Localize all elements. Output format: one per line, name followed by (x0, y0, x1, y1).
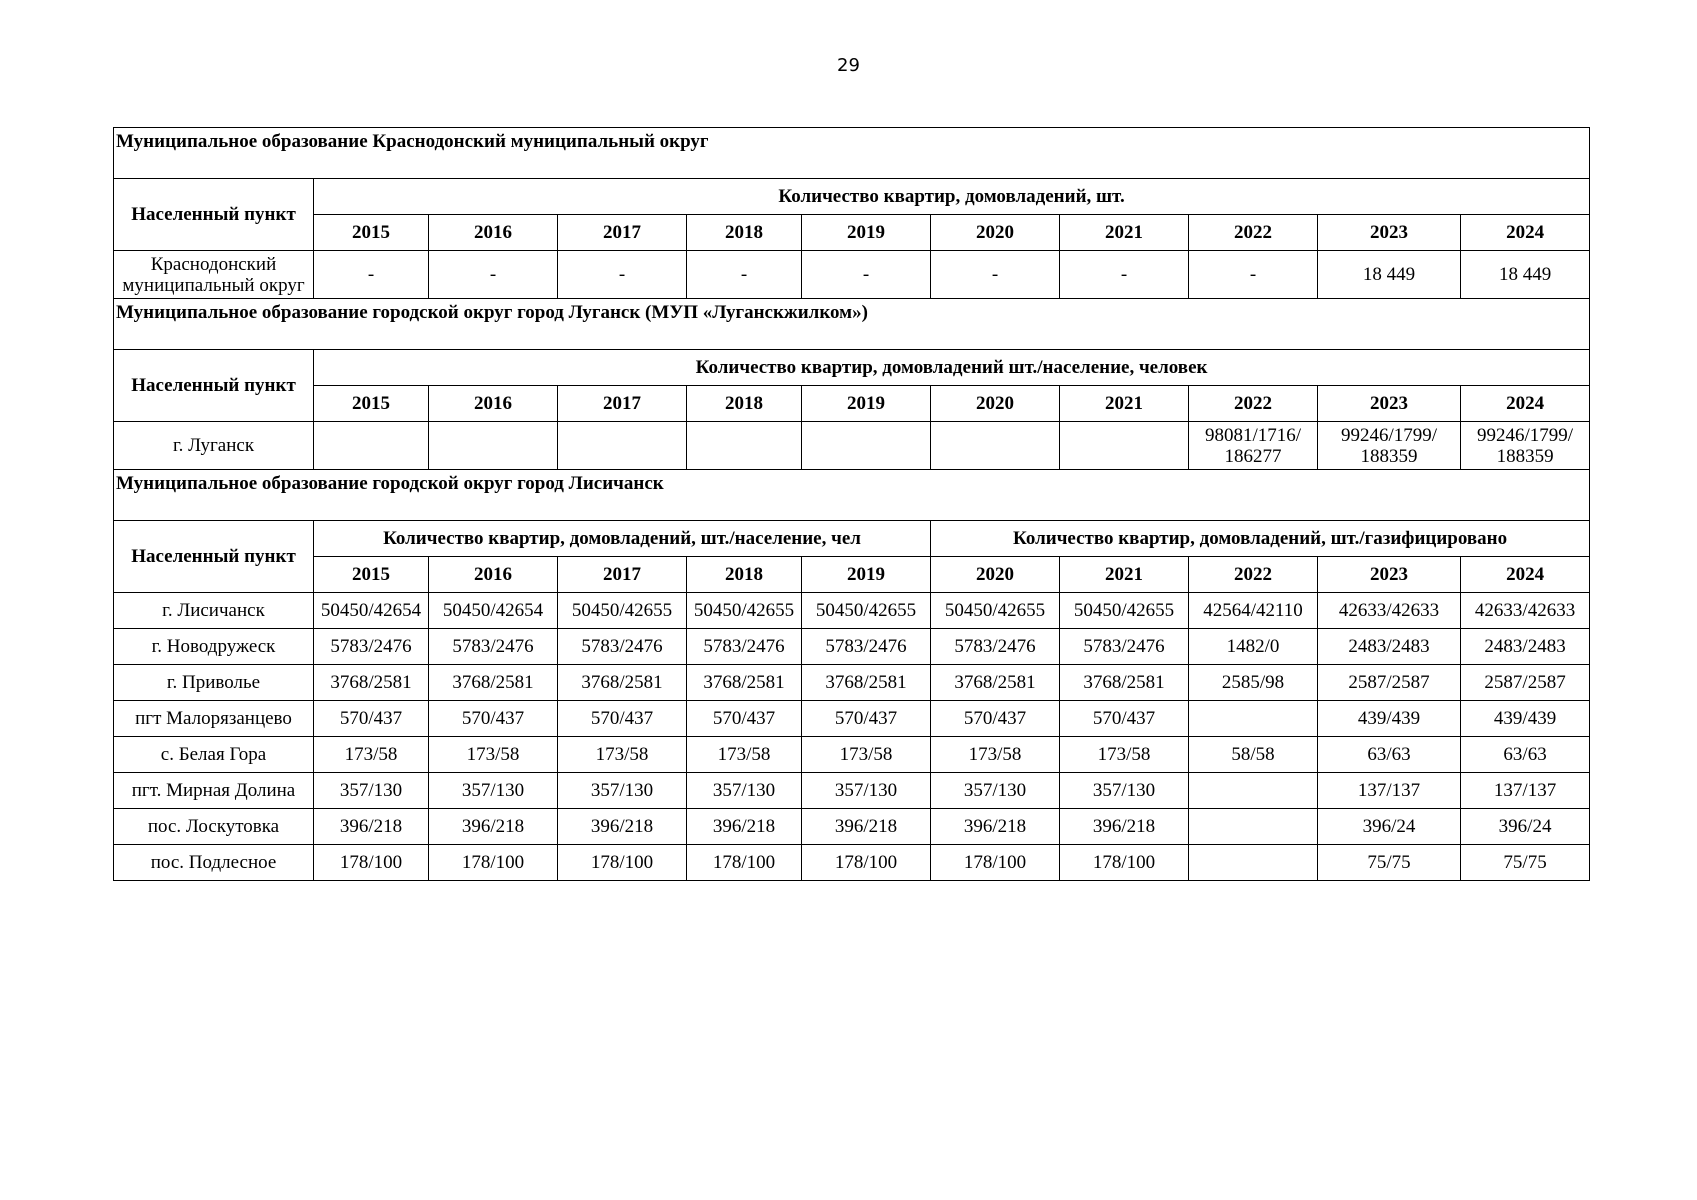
value-cell (802, 422, 931, 470)
value-cell: 396/218 (802, 809, 931, 845)
year-header: 2019 (802, 386, 931, 422)
year-header: 2020 (931, 557, 1060, 593)
value-cell: - (931, 251, 1060, 299)
year-header: 2016 (429, 386, 558, 422)
value-cell: 58/58 (1189, 737, 1318, 773)
section-title-row (114, 470, 1590, 521)
value-cell: 396/218 (558, 809, 687, 845)
value-cell: 439/439 (1318, 701, 1461, 737)
group-header: Количество квартир, домовладений шт./население, человек (314, 350, 1590, 386)
value-cell: 75/75 (1318, 845, 1461, 881)
section-title-row (114, 299, 1590, 350)
value-cell: 173/58 (1060, 737, 1189, 773)
value-cell: 396/218 (931, 809, 1060, 845)
value-cell: 570/437 (314, 701, 429, 737)
settlement-name: пос. Подлесное (114, 845, 314, 881)
value-cell (314, 422, 429, 470)
header-row (114, 521, 1590, 557)
value-cell: 178/100 (802, 845, 931, 881)
value-cell: - (314, 251, 429, 299)
value-cell: 3768/2581 (429, 665, 558, 701)
value-cell: 3768/2581 (314, 665, 429, 701)
years-row (114, 215, 1590, 251)
years-row (114, 386, 1590, 422)
value-cell: 2585/98 (1189, 665, 1318, 701)
value-cell: 2587/2587 (1318, 665, 1461, 701)
value-cell: 396/218 (429, 809, 558, 845)
settlement-name: пгт. Мирная Долина (114, 773, 314, 809)
year-header: 2016 (429, 557, 558, 593)
value-cell: 42633/42633 (1318, 593, 1461, 629)
value-cell: 173/58 (314, 737, 429, 773)
year-header: 2021 (1060, 386, 1189, 422)
section-title: Муниципальное образование городской округ город Луганск (МУП «Луганскжилком») (114, 299, 1590, 350)
settlement-name: г. Луганск (114, 422, 314, 470)
section-title: Муниципальное образование Краснодонский муниципальный округ (114, 128, 1590, 179)
value-cell (1189, 701, 1318, 737)
value-cell: 5783/2476 (429, 629, 558, 665)
settlement-name: пгт Малорязанцево (114, 701, 314, 737)
settlement-column-header: Населенный пункт (114, 521, 314, 593)
table-row (114, 251, 1590, 299)
settlement-column-header: Населенный пункт (114, 350, 314, 422)
group-header-left: Количество квартир, домовладений, шт./население, чел (314, 521, 931, 557)
value-cell: 18 449 (1318, 251, 1461, 299)
value-cell: 178/100 (314, 845, 429, 881)
value-cell: 396/218 (314, 809, 429, 845)
value-cell: 396/24 (1461, 809, 1590, 845)
value-cell: 570/437 (429, 701, 558, 737)
value-cell: 99246/1799/ 188359 (1318, 422, 1461, 470)
value-cell: 3768/2581 (558, 665, 687, 701)
year-header: 2024 (1461, 557, 1590, 593)
table-row (114, 809, 1590, 845)
value-cell: 75/75 (1461, 845, 1590, 881)
value-cell: 98081/1716/ 186277 (1189, 422, 1318, 470)
value-cell: 5783/2476 (558, 629, 687, 665)
value-cell: 50450/42654 (314, 593, 429, 629)
value-cell: - (802, 251, 931, 299)
value-cell: 570/437 (687, 701, 802, 737)
value-cell: 570/437 (931, 701, 1060, 737)
table-row (114, 737, 1590, 773)
value-cell: 42633/42633 (1461, 593, 1590, 629)
value-cell: 173/58 (558, 737, 687, 773)
year-header: 2017 (558, 386, 687, 422)
table-row (114, 422, 1590, 470)
value-cell: 570/437 (802, 701, 931, 737)
year-header: 2018 (687, 386, 802, 422)
value-cell: 570/437 (1060, 701, 1189, 737)
value-cell: 357/130 (931, 773, 1060, 809)
value-cell: 178/100 (1060, 845, 1189, 881)
value-cell: 178/100 (931, 845, 1060, 881)
value-cell: 357/130 (314, 773, 429, 809)
settlement-name: г. Приволье (114, 665, 314, 701)
year-header: 2018 (687, 557, 802, 593)
value-cell: 1482/0 (1189, 629, 1318, 665)
value-cell: 3768/2581 (802, 665, 931, 701)
value-cell: 173/58 (802, 737, 931, 773)
year-header: 2018 (687, 215, 802, 251)
value-cell: 3768/2581 (687, 665, 802, 701)
table-row (114, 701, 1590, 737)
value-cell: 18 449 (1461, 251, 1590, 299)
value-cell (931, 422, 1060, 470)
year-header: 2024 (1461, 215, 1590, 251)
header-row (114, 350, 1590, 386)
value-cell: 50450/42655 (802, 593, 931, 629)
year-header: 2017 (558, 557, 687, 593)
settlement-name: с. Белая Гора (114, 737, 314, 773)
year-header: 2023 (1318, 215, 1461, 251)
value-cell: 50450/42655 (558, 593, 687, 629)
group-header: Количество квартир, домовладений, шт. (314, 179, 1590, 215)
value-cell: 5783/2476 (314, 629, 429, 665)
settlement-name: пос. Лоскутовка (114, 809, 314, 845)
value-cell (558, 422, 687, 470)
value-cell: 357/130 (1060, 773, 1189, 809)
settlement-name: Краснодонский муниципальный округ (114, 251, 314, 299)
table-row (114, 845, 1590, 881)
section-title-row (114, 128, 1590, 179)
value-cell: 5783/2476 (931, 629, 1060, 665)
year-header: 2017 (558, 215, 687, 251)
page-number: 29 (837, 55, 860, 76)
value-cell: 396/24 (1318, 809, 1461, 845)
year-header: 2021 (1060, 557, 1189, 593)
value-cell: 2587/2587 (1461, 665, 1590, 701)
year-header: 2022 (1189, 386, 1318, 422)
value-cell: 396/218 (1060, 809, 1189, 845)
year-header: 2015 (314, 386, 429, 422)
value-cell: 42564/42110 (1189, 593, 1318, 629)
value-cell: 137/137 (1318, 773, 1461, 809)
table-row (114, 593, 1590, 629)
value-cell: 439/439 (1461, 701, 1590, 737)
value-cell: 50450/42654 (429, 593, 558, 629)
value-cell: 357/130 (558, 773, 687, 809)
year-header: 2023 (1318, 386, 1461, 422)
year-header: 2015 (314, 557, 429, 593)
value-cell: - (429, 251, 558, 299)
year-header: 2022 (1189, 215, 1318, 251)
value-cell: - (558, 251, 687, 299)
settlement-name: г. Лисичанск (114, 593, 314, 629)
value-cell: 5783/2476 (1060, 629, 1189, 665)
value-cell: 50450/42655 (1060, 593, 1189, 629)
value-cell: 570/437 (558, 701, 687, 737)
settlement-name: г. Новодружеск (114, 629, 314, 665)
value-cell: 178/100 (429, 845, 558, 881)
value-cell (1189, 809, 1318, 845)
settlement-column-header: Населенный пункт (114, 179, 314, 251)
value-cell: 50450/42655 (931, 593, 1060, 629)
housing-table (113, 127, 1590, 881)
year-header: 2023 (1318, 557, 1461, 593)
value-cell: 178/100 (687, 845, 802, 881)
year-header: 2021 (1060, 215, 1189, 251)
value-cell: - (1189, 251, 1318, 299)
value-cell: 173/58 (687, 737, 802, 773)
value-cell: 3768/2581 (931, 665, 1060, 701)
value-cell: 357/130 (687, 773, 802, 809)
table-row (114, 629, 1590, 665)
value-cell: 99246/1799/ 188359 (1461, 422, 1590, 470)
year-header: 2016 (429, 215, 558, 251)
header-row (114, 179, 1590, 215)
value-cell (1060, 422, 1189, 470)
value-cell: 2483/2483 (1318, 629, 1461, 665)
value-cell: 357/130 (429, 773, 558, 809)
year-header: 2015 (314, 215, 429, 251)
value-cell: 396/218 (687, 809, 802, 845)
value-cell: 50450/42655 (687, 593, 802, 629)
value-cell: 63/63 (1318, 737, 1461, 773)
value-cell (687, 422, 802, 470)
year-header: 2024 (1461, 386, 1590, 422)
value-cell: 178/100 (558, 845, 687, 881)
value-cell: 173/58 (931, 737, 1060, 773)
value-cell: 63/63 (1461, 737, 1590, 773)
value-cell: 5783/2476 (802, 629, 931, 665)
value-cell (1189, 845, 1318, 881)
value-cell: 5783/2476 (687, 629, 802, 665)
value-cell (1189, 773, 1318, 809)
value-cell: - (1060, 251, 1189, 299)
value-cell: 2483/2483 (1461, 629, 1590, 665)
year-header: 2019 (802, 215, 931, 251)
table-row (114, 773, 1590, 809)
value-cell: 173/58 (429, 737, 558, 773)
value-cell: 357/130 (802, 773, 931, 809)
section-title: Муниципальное образование городской округ город Лисичанск (114, 470, 1590, 521)
group-header-right: Количество квартир, домовладений, шт./газифицировано (931, 521, 1590, 557)
value-cell: - (687, 251, 802, 299)
table-row (114, 665, 1590, 701)
year-header: 2019 (802, 557, 931, 593)
value-cell (429, 422, 558, 470)
value-cell: 3768/2581 (1060, 665, 1189, 701)
value-cell: 137/137 (1461, 773, 1590, 809)
year-header: 2022 (1189, 557, 1318, 593)
year-header: 2020 (931, 386, 1060, 422)
years-row (114, 557, 1590, 593)
year-header: 2020 (931, 215, 1060, 251)
